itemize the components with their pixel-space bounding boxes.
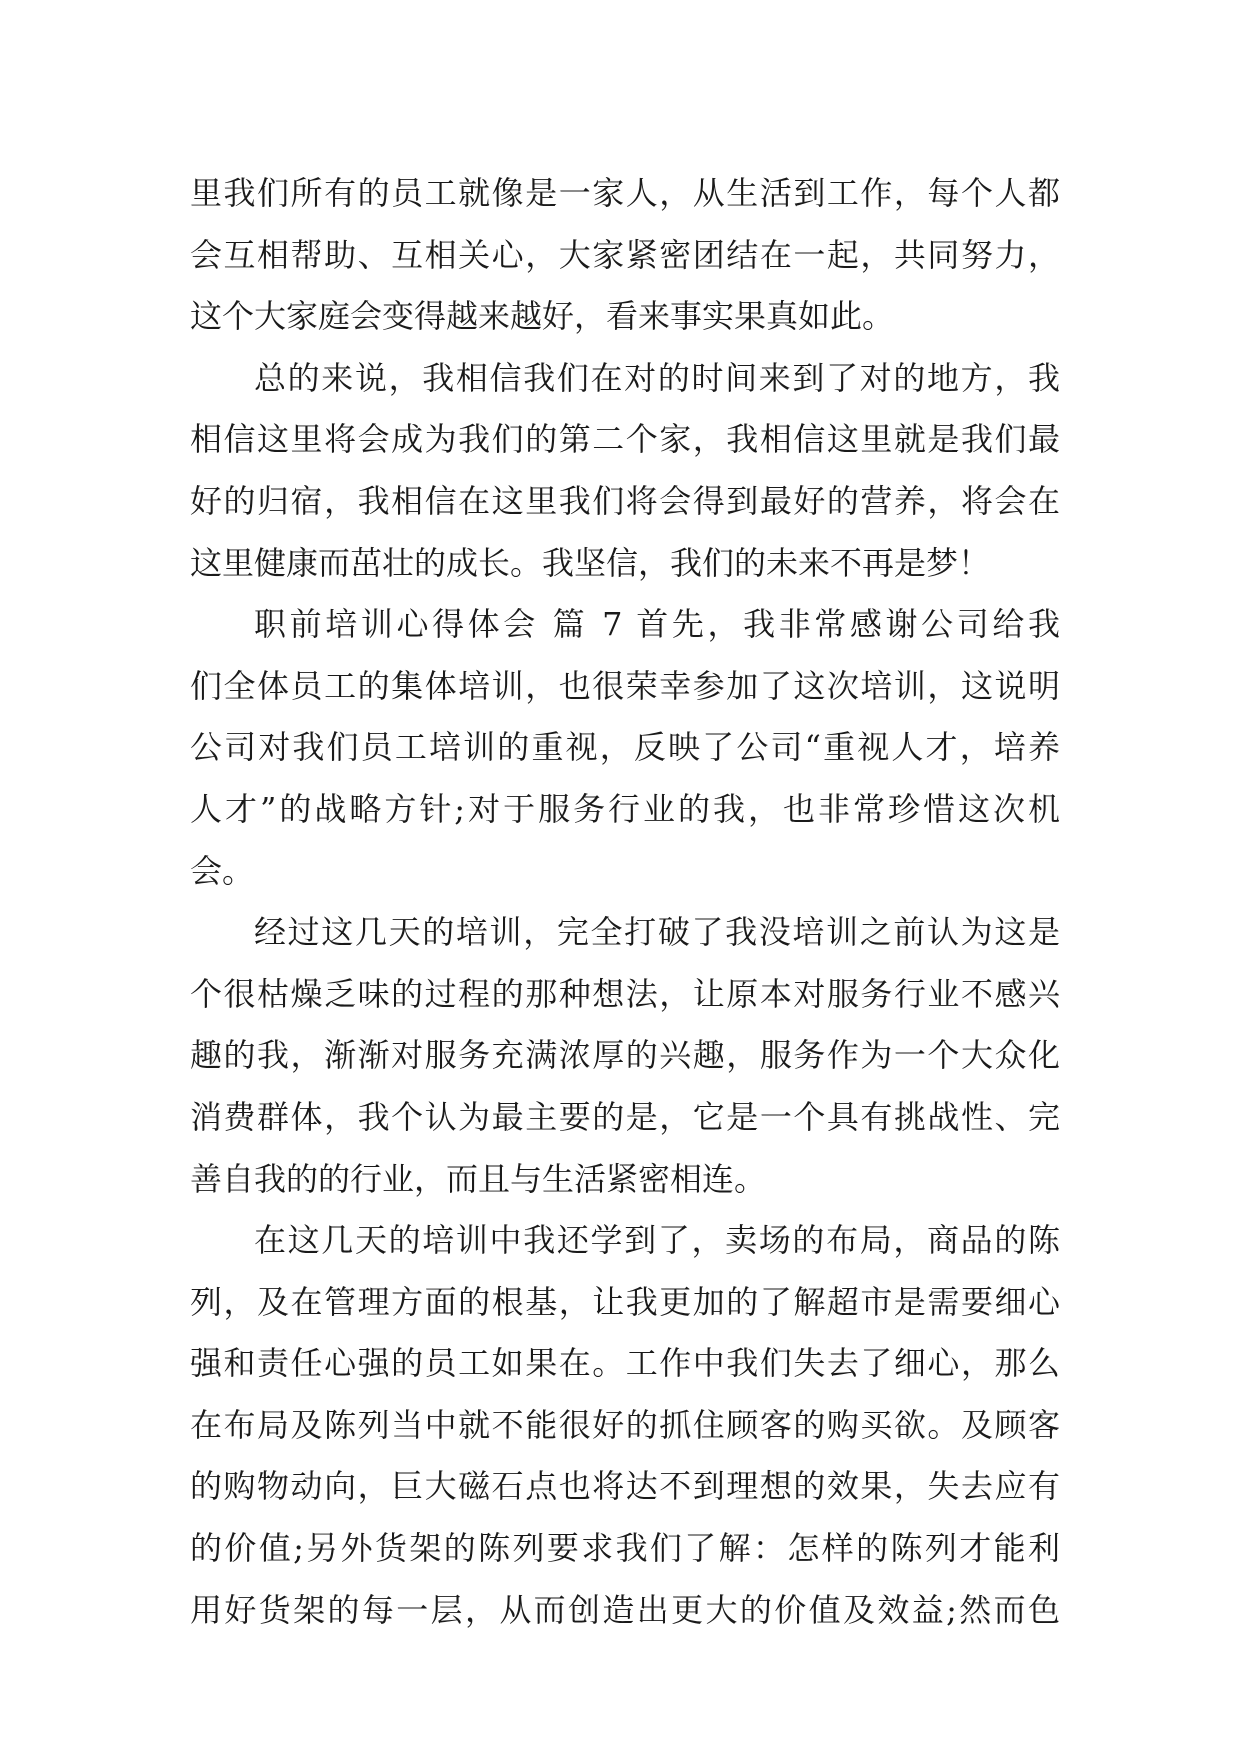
text-line: 总的来说，我相信我们在对的时间来到了对的地方，我 xyxy=(254,358,1060,397)
text-line: 经过这几天的培训，完全打破了我没培训之前认为这是 xyxy=(254,913,1060,952)
text-line: 人才”的战略方针;对于服务行业的我，也非常珍惜这次机 xyxy=(190,789,1060,828)
text-line: 在这几天的培训中我还学到了，卖场的布局，商品的陈 xyxy=(254,1221,1060,1260)
text-line: 公司对我们员工培训的重视，反映了公司“重视人才，培养 xyxy=(190,728,1060,767)
text-line: 这里健康而茁壮的成长。我坚信，我们的未来不再是梦！ xyxy=(190,543,991,582)
text-line: 用好货架的每一层，从而创造出更大的价值及效益;然而色 xyxy=(190,1590,1060,1629)
text-line: 列，及在管理方面的根基，让我更加的了解超市是需要细心 xyxy=(190,1282,1060,1321)
text-line: 里我们所有的员工就像是一家人，从生活到工作，每个人都 xyxy=(190,174,1060,212)
text-line: 会互相帮助、互相关心，大家紧密团结在一起，共同努力， xyxy=(190,235,1060,274)
body-text xyxy=(190,163,1060,1641)
text-line: 的购物动向，巨大磁石点也将达不到理想的效果，失去应有 xyxy=(190,1467,1060,1506)
text-line: 消费群体，我个认为最主要的是，它是一个具有挑战性、完 xyxy=(190,1097,1060,1136)
text-line: 善自我的的行业，而且与生活紧密相连。 xyxy=(190,1159,767,1198)
text-line: 职前培训心得体会 篇 7 首先，我非常感谢公司给我 xyxy=(254,605,1060,644)
text-line: 这个大家庭会变得越来越好，看来事实果真如此。 xyxy=(190,297,895,336)
text-line: 强和责任心强的员工如果在。工作中我们失去了细心，那么 xyxy=(190,1344,1060,1383)
text-line: 们全体员工的集体培训，也很荣幸参加了这次培训，这说明 xyxy=(190,666,1060,705)
text-line: 个很枯燥乏味的过程的那种想法，让原本对服务行业不感兴 xyxy=(190,974,1060,1013)
text-line: 会。 xyxy=(190,851,255,890)
text-line: 在布局及陈列当中就不能很好的抓住顾客的购买欲。及顾客 xyxy=(190,1405,1060,1444)
text-line: 相信这里将会成为我们的第二个家，我相信这里就是我们最 xyxy=(190,420,1060,459)
text-line: 好的归宿，我相信在这里我们将会得到最好的营养，将会在 xyxy=(190,481,1060,520)
text-line: 趣的我，渐渐对服务充满浓厚的兴趣，服务作为一个大众化 xyxy=(190,1036,1060,1075)
text-line: 的价值;另外货架的陈列要求我们了解：怎样的陈列才能利 xyxy=(190,1529,1060,1568)
